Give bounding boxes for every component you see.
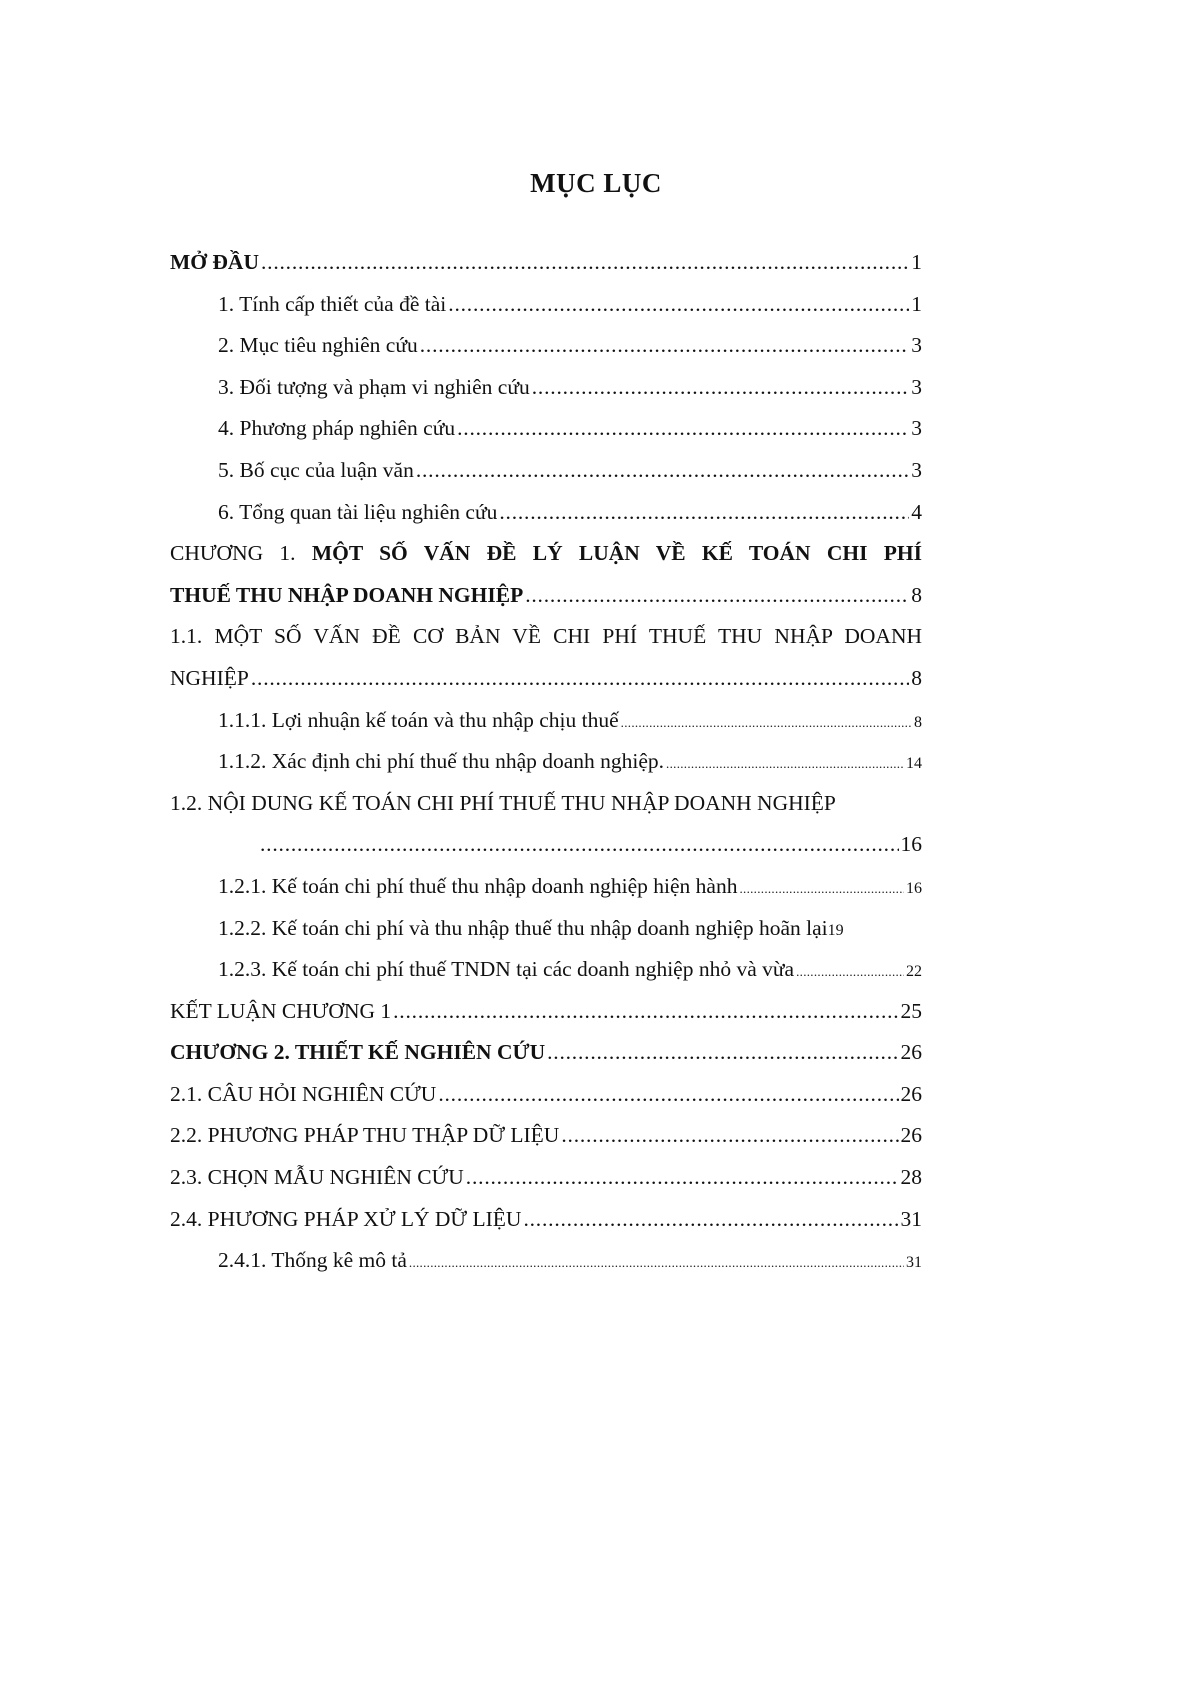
toc-entry-label: 3. Đối tượng và phạm vi nghiên cứu [218, 374, 530, 399]
toc-entry-label [170, 541, 922, 566]
toc-entry-label: 2.3. CHỌN MẪU NGHIÊN CỨU [170, 1165, 464, 1190]
toc-entry-section-1-2-line-2[interactable] [170, 832, 922, 874]
toc-entry-page: 3 [911, 416, 922, 441]
toc-entry-page: 31 [900, 1206, 922, 1231]
toc-leader [457, 416, 909, 441]
toc-entry-page: 22 [906, 963, 922, 981]
toc-title: MỤC LỤC [530, 168, 662, 198]
toc-entry[interactable] [170, 916, 922, 958]
toc-entry-page: 16 [906, 879, 922, 897]
toc-leader [251, 666, 909, 691]
toc-leader [561, 1123, 898, 1148]
toc-leader [499, 500, 909, 525]
toc-entry-page: 19 [827, 921, 844, 939]
toc-entry-page: 14 [906, 755, 922, 773]
toc-entry-label: 4. Phương pháp nghiên cứu [218, 416, 456, 441]
toc-entry-label: 2.1. CÂU HỎI NGHIÊN CỨU [170, 1081, 437, 1106]
toc-entry-chapter-1-line-2[interactable] [170, 583, 922, 625]
toc-entry-page: 3 [911, 457, 922, 482]
toc-leader [438, 1082, 898, 1107]
toc-entry[interactable] [170, 292, 922, 334]
toc-leader [739, 874, 904, 899]
toc-leader [393, 999, 898, 1024]
toc-leader [409, 1248, 904, 1273]
toc-leader [466, 1165, 899, 1190]
toc-entry[interactable] [170, 333, 922, 375]
toc-entry-label: 1.2.1. Kế toán chi phí thuế thu nhập doanh nghiệp hiện hành [218, 873, 738, 898]
toc-entry[interactable] [170, 1165, 922, 1207]
toc-entry-section-1-1-line-1[interactable] [170, 624, 922, 666]
toc-entry-chapter-1-line-1[interactable] [170, 541, 922, 583]
toc-entry-label: 1.2.2. Kế toán chi phí và thu nhập thuế thu nhập doanh nghiệp hoãn lại [218, 915, 828, 940]
table-of-contents [170, 250, 922, 1290]
toc-entry-page: 8 [911, 582, 922, 607]
toc-entry[interactable] [170, 957, 922, 999]
toc-leader [525, 583, 909, 608]
toc-leader [796, 957, 904, 982]
chapter-prefix: CHƯƠNG 1. [170, 541, 296, 566]
toc-entry[interactable] [170, 458, 922, 500]
toc-entry-page: 16 [900, 832, 922, 857]
chapter-title: MỘT SỐ VẤN ĐỀ LÝ LUẬN VỀ KẾ TOÁN CHI PHÍ [311, 541, 922, 566]
toc-entry-label: 5. Bố cục của luận văn [218, 457, 414, 482]
toc-entry-page: 25 [900, 998, 922, 1023]
toc-entry-page: 28 [900, 1165, 922, 1190]
toc-entry-label: 1.2. NỘI DUNG KẾ TOÁN CHI PHÍ THUẾ THU NHẬP DOANH NGHIỆP [170, 790, 836, 815]
toc-entry-page: 26 [900, 1123, 922, 1148]
toc-entry-label: 1.1.2. Xác định chi phí thuế thu nhập doanh nghiệp. [218, 749, 665, 774]
toc-entry-label: 2.4.1. Thống kê mô tả [218, 1248, 407, 1273]
toc-leader [416, 458, 909, 483]
toc-entry-label: THUẾ THU NHẬP DOANH NGHIỆP [170, 582, 524, 607]
toc-leader [420, 333, 910, 358]
toc-entry-page: 31 [906, 1254, 922, 1272]
toc-leader [621, 708, 912, 733]
toc-entry[interactable] [170, 1123, 922, 1165]
toc-entry-label: CHƯƠNG 2. THIẾT KẾ NGHIÊN CỨU [170, 1040, 546, 1065]
toc-entry-label: 1. Tính cấp thiết của đề tài [218, 291, 447, 316]
toc-entry[interactable] [170, 708, 922, 750]
toc-entry[interactable] [170, 1082, 922, 1124]
toc-leader [260, 832, 899, 857]
toc-entry[interactable] [170, 999, 922, 1041]
toc-entry-section-1-2-line-1[interactable] [170, 791, 922, 833]
toc-entry-page: 26 [900, 1040, 922, 1065]
toc-entry[interactable] [170, 749, 922, 791]
toc-entry[interactable] [170, 1040, 922, 1082]
toc-entry-page: 8 [911, 665, 922, 690]
toc-entry-page: 1 [911, 291, 922, 316]
toc-entry-label: NGHIỆP [170, 665, 249, 690]
toc-leader [532, 375, 910, 400]
toc-entry-page: 8 [914, 713, 922, 731]
toc-entry-label: 2. Mục tiêu nghiên cứu [218, 333, 418, 358]
toc-entry-label: 1.1. MỘT SỐ VẤN ĐỀ CƠ BẢN VỀ CHI PHÍ THUẾ THU NHẬP DOANH [170, 624, 922, 649]
toc-entry[interactable] [170, 500, 922, 542]
toc-leader [261, 250, 909, 275]
toc-entry-page: 26 [900, 1081, 922, 1106]
toc-entry-label: MỞ ĐẦU [170, 250, 259, 274]
toc-entry-label: 1.2.3. Kế toán chi phí thuế TNDN tại các doanh nghiệp nhỏ và vừa [218, 957, 795, 982]
toc-leader [523, 1207, 898, 1232]
toc-entry[interactable] [170, 1248, 922, 1290]
toc-entry-label: 1.1.1. Lợi nhuận kế toán và thu nhập chịu thuế [218, 707, 619, 732]
toc-leader [547, 1040, 898, 1065]
toc-entry-label: KẾT LUẬN CHƯƠNG 1 [170, 998, 392, 1023]
toc-entry[interactable] [170, 874, 922, 916]
toc-entry-page: 4 [911, 499, 922, 524]
toc-entry[interactable] [170, 375, 922, 417]
toc-entry-section-1-1-line-2[interactable] [170, 666, 922, 708]
toc-entry[interactable] [170, 416, 922, 458]
toc-leader [448, 292, 909, 317]
toc-entry-label: 2.2. PHƯƠNG PHÁP THU THẬP DỮ LIỆU [170, 1123, 560, 1148]
toc-entry-label: 2.4. PHƯƠNG PHÁP XỬ LÝ DỮ LIỆU [170, 1206, 522, 1231]
toc-entry-page: 3 [911, 333, 922, 358]
toc-entry-page: 1 [911, 250, 922, 274]
toc-entry-label: 6. Tổng quan tài liệu nghiên cứu [218, 499, 498, 524]
toc-leader [666, 749, 904, 774]
toc-entry-page: 3 [911, 374, 922, 399]
toc-entry[interactable] [170, 250, 922, 292]
toc-entry[interactable] [170, 1207, 922, 1249]
